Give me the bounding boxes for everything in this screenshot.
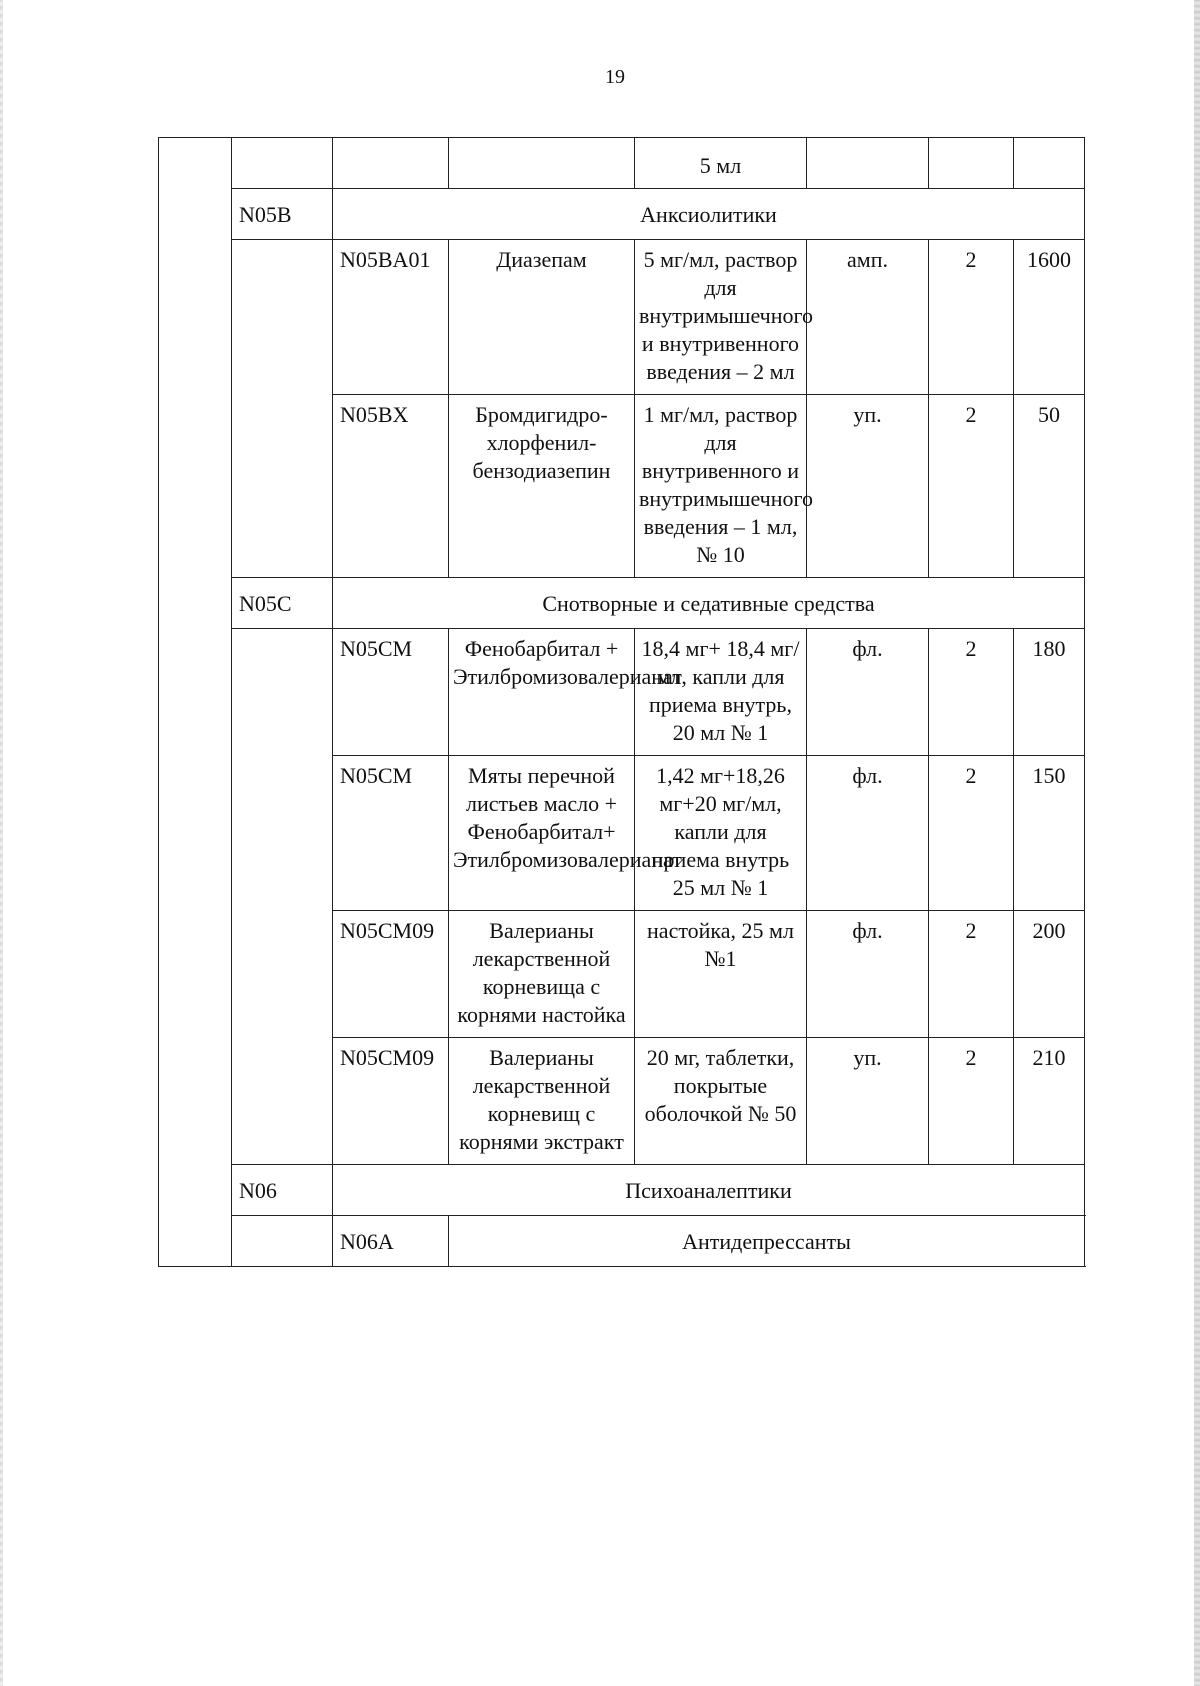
cell-amount: 1600 bbox=[1014, 240, 1085, 395]
cell-amount: 150 bbox=[1014, 756, 1085, 911]
group-row-n05c bbox=[159, 578, 1085, 629]
group-title: Психоаналептики bbox=[333, 1165, 1085, 1216]
cell-name-empty bbox=[449, 138, 635, 189]
scan-edge-left bbox=[0, 0, 3, 1686]
group-code: N05C bbox=[232, 578, 333, 629]
group-code: N06 bbox=[232, 1165, 333, 1216]
cell-drug-name: Валерианы лекарственной корневища с корнями настойка bbox=[449, 911, 635, 1038]
scan-edge-right bbox=[1194, 0, 1200, 1686]
cell-dose: 18,4 мг+ 18,4 мг/мл, капли для приема внутрь, 20 мл № 1 bbox=[635, 629, 807, 756]
cell-qty: 2 bbox=[929, 395, 1014, 578]
cell-level1-empty bbox=[159, 138, 232, 1267]
cell-dose: 1,42 мг+18,26 мг+20 мг/мл, капли для приема внутрь 25 мл № 1 bbox=[635, 756, 807, 911]
cell-amount: 50 bbox=[1014, 395, 1085, 578]
group-row-n05b bbox=[159, 189, 1085, 240]
cell-drug-name: Мяты перечной листьев масло + Фенобарбитал+ Этилбромизовалерианат bbox=[449, 756, 635, 911]
group-title: Анксиолитики bbox=[333, 189, 1085, 240]
cell-unit: уп. bbox=[807, 395, 929, 578]
cell-drug-name: Фенобарбитал + Этилбромизовалерианат bbox=[449, 629, 635, 756]
cell-drug-name: Диазепам bbox=[449, 240, 635, 395]
cell-dose: 5 мг/мл, раствор для внутримышечного и внутривенного введения – 2 мл bbox=[635, 240, 807, 395]
cell-level1-empty bbox=[232, 1216, 333, 1267]
drug-table bbox=[158, 137, 1085, 1267]
cell-qty: 2 bbox=[929, 911, 1014, 1038]
cell-atc-code: N05BA01 bbox=[333, 240, 449, 395]
cell-qty-empty bbox=[929, 138, 1014, 189]
group-title: Снотворные и седативные средства bbox=[333, 578, 1085, 629]
cell-dose: 1 мг/мл, раствор для внутривенного и внутримышечного введения – 1 мл, № 10 bbox=[635, 395, 807, 578]
cell-unit: фл. bbox=[807, 629, 929, 756]
page-number: 19 bbox=[605, 66, 625, 88]
cell-atc-code: N05CM bbox=[333, 629, 449, 756]
cell-atc-code: N05BX bbox=[333, 395, 449, 578]
cell-atc-code: N05CM bbox=[333, 756, 449, 911]
cell-qty: 2 bbox=[929, 240, 1014, 395]
cell-amount: 200 bbox=[1014, 911, 1085, 1038]
cell-qty: 2 bbox=[929, 1038, 1014, 1165]
cell-amount-empty bbox=[1014, 138, 1085, 189]
cell-atc-code: N05CM09 bbox=[333, 1038, 449, 1165]
cell-amount: 180 bbox=[1014, 629, 1085, 756]
cell-level2-empty bbox=[232, 629, 333, 1165]
cell-unit-empty bbox=[807, 138, 929, 189]
drug-row bbox=[159, 629, 1085, 756]
cell-level2-empty bbox=[232, 240, 333, 578]
cell-amount: 210 bbox=[1014, 1038, 1085, 1165]
cell-dose: настойка, 25 мл №1 bbox=[635, 911, 807, 1038]
group-title: Антидепрессанты bbox=[449, 1216, 1085, 1267]
group-row-n06a bbox=[159, 1216, 1085, 1267]
cell-dose: 20 мг, таблетки, покрытые оболочкой № 50 bbox=[635, 1038, 807, 1165]
group-code: N05B bbox=[232, 189, 333, 240]
drug-row bbox=[159, 240, 1085, 395]
cell-dose: 5 мл bbox=[635, 138, 807, 189]
cell-unit: фл. bbox=[807, 911, 929, 1038]
cell-qty: 2 bbox=[929, 756, 1014, 911]
cell-unit: амп. bbox=[807, 240, 929, 395]
group-code: N06A bbox=[333, 1216, 449, 1267]
table-row-continued bbox=[159, 138, 1085, 189]
group-row-n06 bbox=[159, 1165, 1085, 1216]
cell-drug-name: Валерианы лекарственной корневищ с корнями экстракт bbox=[449, 1038, 635, 1165]
cell-drug-name: Бромдигидро-хлорфенил-бензодиазепин bbox=[449, 395, 635, 578]
cell-unit: фл. bbox=[807, 756, 929, 911]
cell-atc-code: N05CM09 bbox=[333, 911, 449, 1038]
cell-qty: 2 bbox=[929, 629, 1014, 756]
cell-atc-empty bbox=[333, 138, 449, 189]
cell-level2-empty bbox=[232, 138, 333, 189]
cell-unit: уп. bbox=[807, 1038, 929, 1165]
